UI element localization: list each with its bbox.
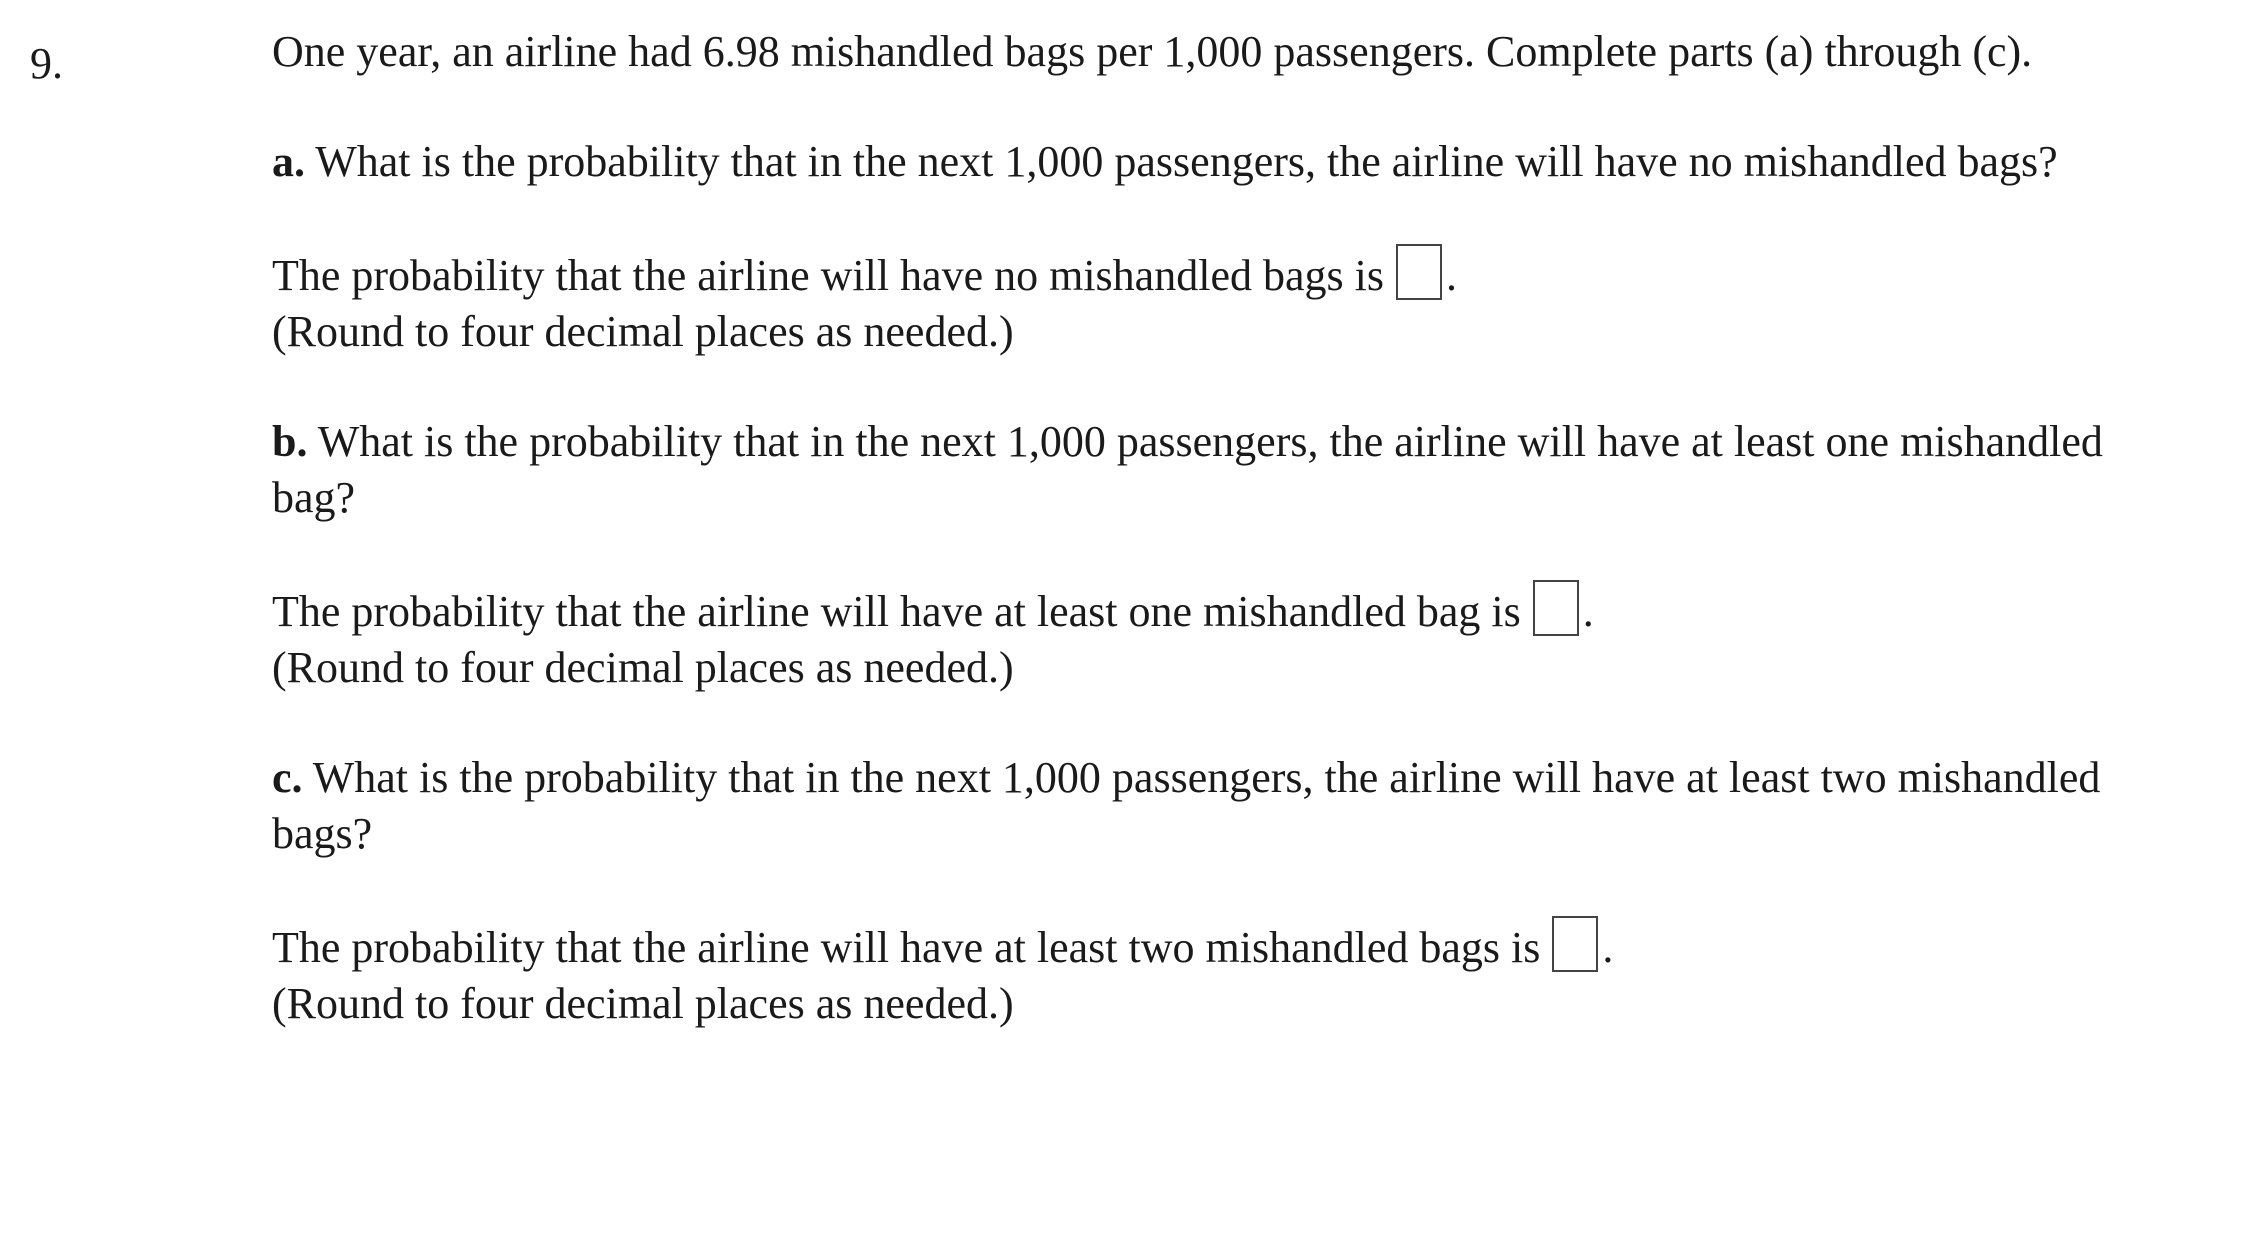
part-a-answer-box[interactable] <box>1396 244 1442 300</box>
part-a-answer-line <box>272 244 2172 304</box>
part-a-question <box>272 134 2172 190</box>
question-content <box>272 24 2172 1086</box>
part-a-answer-prefix: The probability that the airline will have no mishandled bags is <box>272 251 1384 300</box>
part-c-answer-line <box>272 916 2172 976</box>
part-b-answer-suffix: . <box>1582 587 1594 636</box>
part-c-question-text: What is the probability that in the next 1,000 passengers, the airline will have at least two mishandled bags? <box>272 753 2101 858</box>
part-c <box>272 750 2172 1032</box>
part-a-answer-suffix: . <box>1445 251 1457 300</box>
part-c-answer-box[interactable] <box>1552 916 1598 972</box>
question-intro: One year, an airline had 6.98 mishandled bags per 1,000 passengers. Complete parts (a) through (c). <box>272 27 2033 76</box>
part-b-question <box>272 414 2172 526</box>
part-b-answer-prefix: The probability that the airline will have at least one mishandled bag is <box>272 587 1521 636</box>
question-number: 9. <box>30 39 63 88</box>
part-a <box>272 134 2172 360</box>
part-b-letter: b. <box>272 417 308 466</box>
part-c-answer-prefix: The probability that the airline will have at least two mishandled bags is <box>272 923 1541 972</box>
part-b-answer-line <box>272 580 2172 640</box>
part-a-letter: a. <box>272 137 305 186</box>
part-b-hint: (Round to four decimal places as needed.) <box>272 643 1014 692</box>
part-b-answer-box[interactable] <box>1533 580 1579 636</box>
part-c-letter: c. <box>272 753 303 802</box>
part-b <box>272 414 2172 696</box>
part-c-answer-suffix: . <box>1602 923 1614 972</box>
part-a-hint: (Round to four decimal places as needed.) <box>272 307 1014 356</box>
part-b-question-text: What is the probability that in the next 1,000 passengers, the airline will have at least one mishandled bag? <box>272 417 2103 522</box>
part-c-question <box>272 750 2172 862</box>
part-c-hint: (Round to four decimal places as needed.) <box>272 979 1014 1028</box>
part-a-question-text: What is the probability that in the next 1,000 passengers, the airline will have no mishandled bags? <box>315 137 2058 186</box>
